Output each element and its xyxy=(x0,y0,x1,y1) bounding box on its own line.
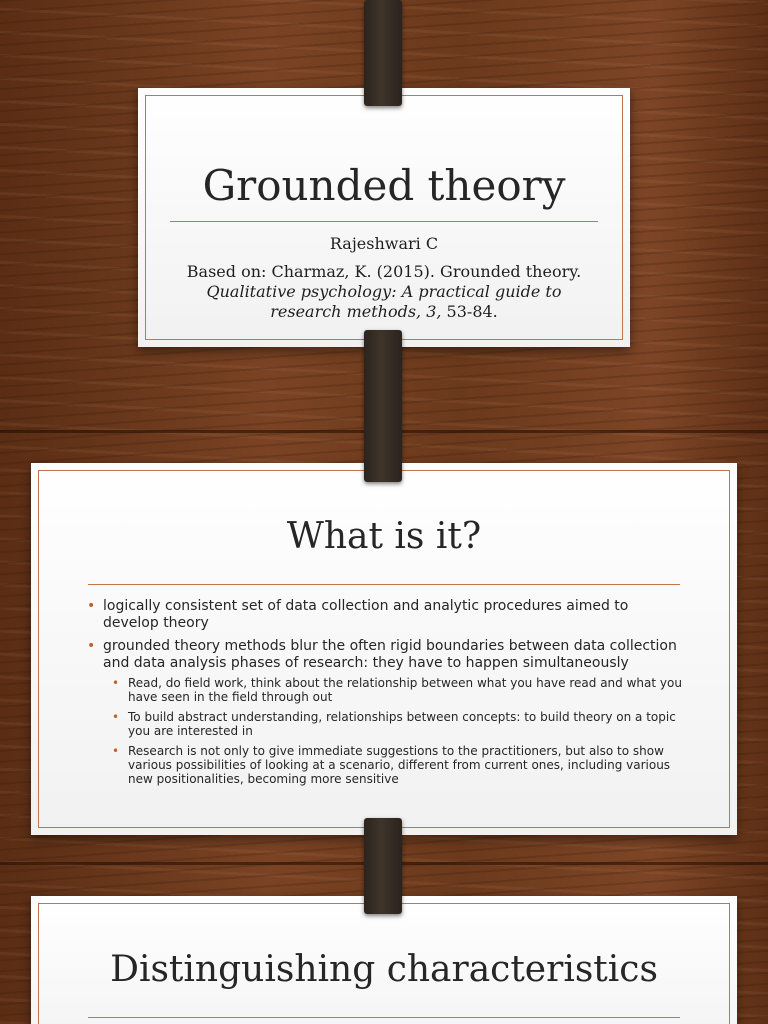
title-divider xyxy=(170,221,598,222)
bullet-list xyxy=(87,598,687,792)
bullet-text: logically consistent set of data collection and analytic procedures aimed to develop theory xyxy=(103,598,629,631)
sub-bullet-item: • Research is not only to give immediate suggestions to the practitioners, but also to show various possibilities of looking at a scenario, different from current ones, including various new positionalities, becoming more sensitive xyxy=(112,744,687,786)
citation xyxy=(138,262,630,322)
slide-what-is-it[interactable] xyxy=(31,463,737,835)
sub-bullet-item: • Read, do field work, think about the relationship between what you have read and what you have seen in the field through out xyxy=(112,676,687,704)
heading-divider xyxy=(88,1017,680,1018)
citation-volume: research methods, 3, xyxy=(270,302,442,321)
slide-title-heading: Grounded theory xyxy=(202,161,566,210)
strap-bottom xyxy=(364,818,402,914)
heading-divider xyxy=(88,584,680,585)
bullet-text: grounded theory methods blur the often rigid boundaries between data collection and data analysis phases of research: they have to happen simultaneously xyxy=(103,638,677,671)
slide-heading: Distinguishing characteristics xyxy=(110,949,658,990)
author-name: Rajeshwari C xyxy=(329,234,439,253)
strap-top xyxy=(364,0,402,106)
strap-middle xyxy=(364,330,402,482)
sub-bullet-item: • To build abstract understanding, relationships between concepts: to build theory on a topic you are interested in xyxy=(112,710,687,738)
citation-journal: Qualitative psychology: A practical guide to xyxy=(206,282,562,301)
slide-distinguishing-characteristics[interactable] xyxy=(31,896,737,1024)
sub-bullet-list xyxy=(112,676,687,786)
citation-line1: Based on: Charmaz, K. (2015). Grounded theory. xyxy=(186,262,582,281)
bullet-item xyxy=(87,638,687,786)
citation-pages: 53-84. xyxy=(441,302,498,321)
slide-title[interactable] xyxy=(138,88,630,347)
bullet-item xyxy=(87,598,687,632)
slide-heading: What is it? xyxy=(286,516,482,557)
